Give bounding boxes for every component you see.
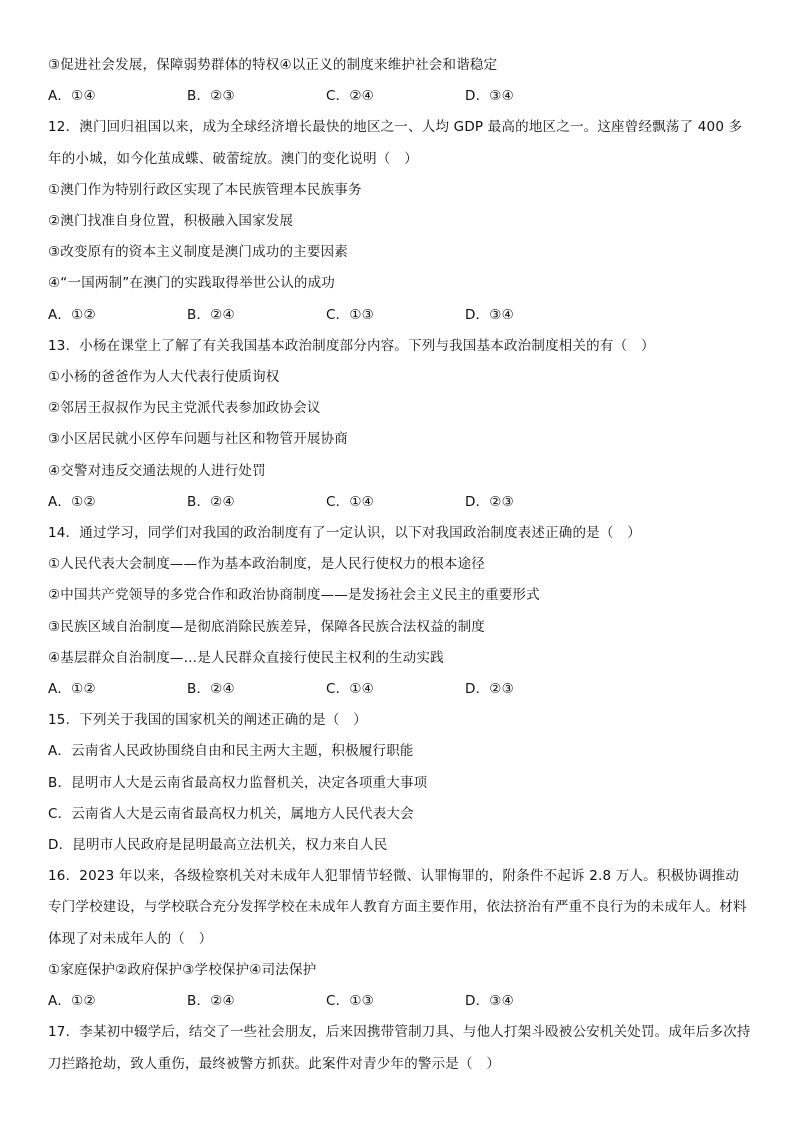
q14-option-c: C．①④ (326, 681, 374, 698)
q17-stem: 17．李某初中辍学后，结交了一些社会朋友，后来因携带管制刀具、与他人打架斗殴被公安机关处罚。成年后多次持刀拦路抢劫，致人重伤，最终被警方抓获。此案件对青少年的警示是（ ） (48, 1024, 751, 1072)
q11-option-c: C．②④ (326, 88, 374, 105)
q11-item-3: ③促进社会发展，保障弱势群体的特权④以正义的制度来维护社会和谐稳定 (48, 57, 498, 73)
q13-stem: 13．小杨在课堂上了解了有关我国基本政治制度部分内容。下列与我国基本政治制度相关的有（ ） (48, 337, 655, 354)
q12-option-b: B．②④ (187, 306, 235, 323)
q12-item-3: ③改变原有的资本主义制度是澳门成功的主要因素 (48, 244, 349, 261)
q14-option-d: D．②③ (465, 681, 514, 698)
q16-option-d: D．③④ (465, 993, 514, 1010)
q14-item-2: ②中国共产党领导的多党合作和政治协商制度——是发扬社会主义民主的重要形式 (48, 587, 540, 604)
q11-options (48, 81, 752, 112)
q12-options (48, 300, 752, 331)
exam-page (48, 50, 752, 1080)
q13-option-b: B．②④ (187, 493, 235, 510)
q11-option-a: A．①④ (48, 88, 96, 105)
q13-item-4: ④交警对违反交通法规的人进行处罚 (48, 462, 266, 479)
q15-choice-b: B．昆明市人大是云南省最高权力监督机关，决定各项重大事项 (48, 774, 428, 791)
q15-choice-d: D．昆明市人民政府是昆明最高立法机关，权力来自人民 (48, 837, 388, 854)
q14-item-3: ③民族区域自治制度—是彻底消除民族差异，保障各民族合法权益的制度 (48, 618, 486, 635)
q13-option-d: D．②③ (465, 493, 514, 510)
q13-item-1: ①小杨的爸爸作为人大代表行使质询权 (48, 369, 280, 386)
q12-option-c: C．①③ (326, 306, 374, 323)
q12-option-a: A．①② (48, 306, 96, 323)
q16-options (48, 986, 752, 1017)
q12-item-1: ①澳门作为特别行政区实现了本民族管理本民族事务 (48, 181, 362, 198)
q13-item-2: ②邻居王叔叔作为民主党派代表参加政协会议 (48, 400, 321, 417)
q16-items: ①家庭保护②政府保护③学校保护④司法保护 (48, 961, 317, 978)
q16-option-c: C．①③ (326, 993, 374, 1010)
q16-option-b: B．②④ (187, 993, 235, 1010)
q14-options (48, 674, 752, 705)
q13-option-c: C．①④ (326, 493, 374, 510)
q14-item-4: ④基层群众自治制度—…是人民群众直接行使民主权利的生动实践 (48, 649, 444, 666)
q15-choice-c: C．云南省人大是云南省最高权力机关，属地方人民代表大会 (48, 805, 414, 822)
q12-item-4: ④“一国两制”在澳门的实践取得举世公认的成功 (48, 275, 335, 292)
q11-option-d: D．③④ (465, 88, 514, 105)
q12-item-2: ②澳门找准自身位置，积极融入国家发展 (48, 213, 294, 230)
q15-choice-a: A．云南省人民政协围绕自由和民主两大主题，积极履行职能 (48, 743, 414, 760)
q13-options (48, 487, 752, 518)
q13-option-a: A．①② (48, 493, 96, 510)
q14-item-1: ①人民代表大会制度——作为基本政治制度，是人民行使权力的根本途径 (48, 556, 486, 573)
q16-option-a: A．①② (48, 993, 96, 1010)
q14-option-a: A．①② (48, 681, 96, 698)
q14-option-b: B．②④ (187, 681, 235, 698)
q14-stem: 14．通过学习，同学们对我国的政治制度有了一定认识，以下对我国政治制度表述正确的是（ ） (48, 525, 641, 542)
q15-stem: 15．下列关于我国的国家机关的阐述正确的是（ ） (48, 712, 367, 729)
q12-option-d: D．③④ (465, 306, 514, 323)
q11-option-b: B．②③ (187, 88, 235, 105)
q13-item-3: ③小区居民就小区停车问题与社区和物管开展协商 (48, 431, 349, 448)
q12-stem: 12．澳门回归祖国以来，成为全球经济增长最快的地区之一、人均 GDP 最高的地区之一。这座曾经飘荡了 400 多年的小城，如今化茧成蝶、破蕾绽放。澳门的变化说明（ ） (48, 119, 743, 167)
q16-stem: 16．2023 年以来，各级检察机关对未成年人犯罪情节轻微、认罪悔罪的，附条件不起诉 2.8 万人。积极协调推动专门学校建设，与学校联合充分发挥学校在未成年人教育方面主要作用，依法挤治有严重不良行为的未成年人。材料体现了对未成年人的（ ） (48, 868, 747, 947)
